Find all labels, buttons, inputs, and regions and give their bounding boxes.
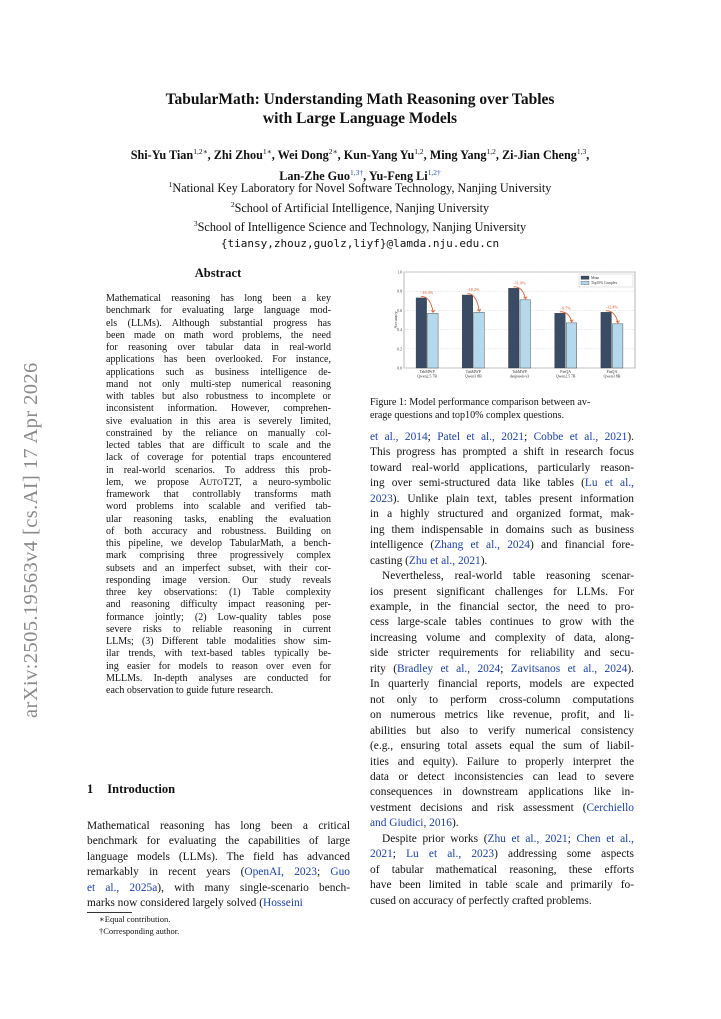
footnotes [99, 913, 179, 937]
abstract-line: applications has been overlooked. For instance, [106, 354, 331, 366]
bar-mean [416, 298, 427, 368]
abstract-line: sive evaluation in this area is severely limited, [106, 415, 331, 427]
section-title: Introduction [107, 782, 176, 796]
body-text-line: rity (Bradley et al., 2024; Zavitsanos et al., 2024). [370, 662, 634, 675]
affiliation-text: National Key Laboratory for Novel Software Technology, Nanjing University [172, 181, 552, 196]
figure-1-caption [370, 396, 634, 422]
abstract-line: ular reasoning tasks, enabling the evaluation [106, 513, 331, 525]
x-tick-label: Qwen3 8B [464, 374, 482, 379]
body-text-line: casting (Zhu et al., 2021). [370, 554, 488, 567]
abstract-line: word problems into scalable and verified tab- [106, 501, 331, 513]
abstract-line: lack of coverage for potential traps encountered [106, 452, 331, 464]
body-text-line: Mathematical reasoning has long been a critical [87, 820, 350, 832]
title-line-1: TabularMath: Understanding Math Reasoning over Tables [165, 91, 555, 108]
bar-top10 [612, 324, 623, 368]
abstract-line: MLLMs. In-depth analyses are conducted for [106, 672, 331, 684]
y-axis-label: Accuracy [393, 311, 398, 329]
body-text-line: toward real-world applications, particularly reason- [370, 461, 634, 474]
author-affil-marker: 1,3 [576, 147, 587, 156]
body-text-line: example, in the financial sector, the need to pro- [370, 600, 634, 613]
author-affil-marker: 2∗ [328, 147, 338, 156]
affiliation-text: School of Intelligence Science and Technology, Nanjing University [197, 220, 527, 235]
author-affil-marker[interactable]: 1,2† [427, 168, 441, 178]
body-text-line: side stricter requirements for reliability and secu- [370, 647, 634, 660]
abstract-line: applications such as business intelligence de- [106, 366, 331, 378]
x-tick-label: Qwen2.5 7B [555, 374, 576, 379]
x-tick-label: deepseek-v3 [509, 374, 530, 379]
affiliation-marker: 2 [230, 199, 235, 209]
legend-label: Top10% Complex [591, 281, 618, 286]
bar-chart [392, 268, 638, 386]
bar-top10 [566, 323, 577, 368]
body-text-line: ios present significant challenges for LLMs. For [370, 585, 634, 598]
abstract-line: Mathematical reasoning has long been a key [106, 293, 331, 304]
author-name: Wei Dong [277, 148, 329, 163]
author-name: Yu-Feng Li [368, 169, 428, 184]
abstract-line: with tables but also robustness to incomplete or [106, 391, 331, 402]
abstract-body [106, 293, 331, 697]
body-text-line: abilities but also to verify numerical consistency [370, 724, 634, 737]
x-tick-label: TabMWP [511, 370, 528, 374]
abstract-line: in real-world scenarios. To address this prob- [106, 464, 331, 476]
drop-annotation: -12.4% [605, 304, 619, 310]
intro-left-column [87, 819, 350, 912]
x-tick-label: TabMWP [419, 370, 435, 374]
y-tick-label: 0.2 [397, 347, 402, 352]
bar-top10 [520, 300, 531, 368]
author-name: Zi-Jian Cheng [502, 148, 577, 163]
author-affil-marker: 1,2∗ [193, 147, 208, 156]
x-tick-label: TabMWP [465, 370, 481, 374]
abstract-line: for reasoning over tabular data in real-world [106, 342, 331, 353]
abstract-line: lem, we propose AUTOT2T, a neuro-symbolic [106, 476, 331, 488]
legend-label: Mean [591, 276, 600, 280]
abstract-line: responding image version. Our study reveals [106, 574, 331, 586]
y-tick-label: 0.8 [397, 289, 402, 294]
affiliation-text: School of Artificial Intelligence, Nanjing University [234, 200, 490, 215]
author-affil-marker: 1∗ [262, 147, 272, 156]
affiliation-2 [60, 197, 660, 217]
x-tick-label: Qwen3 8B [603, 374, 621, 379]
body-text-line: language models (LLMs). The field has advanced [87, 850, 350, 863]
caption-line: Figure 1: Model performance comparison between av- [370, 397, 591, 408]
abstract-line: formance jointly; (2) Low-quality tables pose [106, 611, 331, 623]
body-text-line: ing over semi-structured data like tables (Lu et al., [370, 477, 634, 490]
abstract-line: and reasoning difficulty impact reasoning per- [106, 599, 331, 611]
bar-top10 [474, 312, 485, 368]
abstract-line: framework that controllably transforms math [106, 489, 331, 500]
arxiv-stamp-text: arXiv:2505.19563v4 [cs.AI] 17 Apr 2026 [20, 362, 42, 718]
abstract-line: severe risks to reliable reasoning in current [106, 623, 331, 635]
body-text-line: et al., 2014; Patel et al., 2021; Cobbe et al., 2021). [370, 431, 635, 443]
body-text-line: remarkably in recent years (OpenAI, 2023; Guo [87, 866, 351, 879]
abstract-heading: Abstract [194, 266, 242, 280]
body-text-line: 2021; Lu et al., 2023) addressing some aspects [370, 848, 634, 861]
body-text-line: consequences in downstream applications like in- [370, 786, 634, 799]
x-tick-label: FinQA [606, 370, 618, 374]
abstract-line: subsets and an imperfect subset, with their cor- [106, 562, 331, 574]
footnote-equal-contribution: ∗Equal contribution. [99, 914, 171, 924]
author-name: Lan-Zhe Guo [279, 169, 351, 184]
caption-line: erage questions and top10% complex questions. [370, 410, 564, 421]
y-tick-label: 1.0 [397, 270, 402, 275]
abstract-line: mand not only multi-step numerical reasoning [106, 378, 331, 390]
drop-annotation: -9.7% [560, 305, 571, 311]
body-text-line: vestment decisions and risk assessment (Cerchiello [370, 801, 634, 814]
footnote-corresponding-author: †Corresponding author. [99, 926, 180, 936]
abstract-line: lected tables that are difficult to scale and the [106, 440, 331, 451]
drop-annotation: -11.9% [513, 280, 526, 286]
author-affil-marker: 1,2 [414, 147, 424, 156]
body-text-line: marks now considered largely solved (Hosseini [87, 897, 303, 910]
abstract-line: LLMs; (3) Different table modalities show sim- [106, 636, 331, 647]
author-name: Zhi Zhou [213, 148, 263, 163]
affiliation-1 [60, 177, 660, 197]
bar-mean [462, 295, 473, 368]
abstract-line: ing easier for models to reason over even for [106, 660, 331, 672]
y-tick-label: 0.0 [397, 366, 402, 371]
body-text-line: ities and equity). Failure to properly interpret the [370, 755, 634, 768]
body-text-line: Nevertheless, real-world table reasoning scenar- [382, 570, 634, 583]
abstract-line: of both accuracy and robustness. Building on [106, 525, 331, 537]
intro-right-column [370, 430, 634, 909]
body-text-line: Despite prior works (Zhu et al., 2021; Chen et al., [382, 832, 634, 845]
body-text-line: This progress has prompted a shift in research focus [370, 446, 634, 459]
arxiv-stamp [16, 300, 48, 720]
body-text-line: benchmark for evaluating the capabilities of large [87, 835, 350, 848]
abstract-line: been made on math word problems, the need [106, 329, 331, 341]
abstract-line: els (LLMs). Although substantial progress has [106, 317, 331, 329]
body-text-line: in a highly structured and organized format, mak- [370, 508, 634, 521]
abstract-line: ilar trends, with text-based tables typically be- [106, 648, 331, 660]
body-text-line: of tabular mathematical reasoning, these efforts [370, 863, 634, 876]
body-text-line: data or detect inconsistencies can lead to severe [370, 770, 634, 783]
abstract-line: three key observations: (1) Table complexity [106, 587, 331, 598]
abstract-line: mark comprising three progressively complex [106, 550, 331, 562]
body-text-line: on numerous metrics like revenue, profit, and li- [370, 709, 634, 722]
section-number: 1 [87, 782, 94, 796]
body-text-line: intelligence (Zhang et al., 2024) and financial fore- [370, 539, 634, 552]
drop-annotation: -16.3% [420, 289, 434, 295]
author-emails: {tiansy,zhouz,guolz,liyf}@lamda.nju.edu.cn [220, 236, 500, 250]
y-tick-label: 0.4 [397, 328, 402, 333]
legend-swatch [581, 276, 589, 279]
title-line-2: with Large Language Models [262, 110, 458, 127]
affiliation-marker: 1 [168, 180, 173, 189]
y-tick-label: 0.6 [397, 308, 402, 313]
body-text-line: not only to perform cross-column computations [370, 693, 634, 706]
author-name: Kun-Yang Yu [343, 148, 415, 163]
drop-annotation: -18.2% [467, 287, 480, 293]
author-line-2: Lan-Zhe Guo$^{1,3\dagger}$, Yu-Feng $Li^{1,2\dagger}$ [279, 168, 441, 184]
body-text-line: In quarterly financial reports, models are expected [370, 678, 634, 691]
legend-swatch [581, 281, 589, 284]
body-text-line: (e.g., ensuring total assets equal the sum of liabil- [370, 740, 634, 753]
x-tick-label: Qwen2.5 7B [417, 374, 437, 379]
bar-mean [601, 312, 612, 368]
body-text-line: ing them indispensable in domains such as business [370, 523, 634, 536]
abstract-line: this pipeline, we develop TabularMath, a bench- [106, 538, 331, 549]
section-heading-introduction [87, 782, 175, 797]
figure-1-chart [392, 268, 638, 386]
abstract-line: each observation to guide future research. [106, 685, 274, 696]
abstract-line: inconsistent information. However, comprehen- [106, 403, 331, 415]
affiliation-3 [60, 216, 660, 236]
affiliation-marker: 3 [193, 219, 198, 229]
body-text-line: cused on accuracy of perfectly crafted problems. [370, 894, 592, 907]
bar-mean [509, 288, 520, 368]
body-text-line: have been limited in table scale and primarily fo- [370, 879, 634, 892]
body-text-line: 2023). Unlike plain text, tables present information [370, 492, 634, 505]
author-name: Shi-Yu Tian [130, 148, 194, 163]
paper-title [60, 90, 660, 128]
author-line-1: Shi-Yu Tian$^{1,2∗}$, Zhi Zhou$^{1∗}$, Wei Dong$^{2∗}$, Kun-Yang Yu$^{1,2}$, Ming Yang$^{1,2}$, Zi-Jian Cheng$^{1,3}$, [130, 147, 590, 163]
bar-mean [555, 313, 566, 368]
bar-top10 [428, 313, 439, 368]
body-text-line: et al., 2025a), with many single-scenario bench- [87, 881, 351, 894]
body-text-line: and Giudici, 2016). [370, 817, 459, 830]
author-affil-marker: 1,2 [486, 147, 496, 156]
body-text-line: cess large-scale tables continues to grow with the [370, 616, 634, 629]
body-text-line: increasing volume and complexity of data, along- [370, 631, 634, 644]
affiliations [60, 177, 660, 252]
x-tick-label: FinQA [560, 370, 572, 374]
author-affil-marker[interactable]: 1,3† [350, 168, 364, 178]
author-name: Ming Yang [429, 148, 487, 163]
abstract-line: constrained by the reliance on manually col- [106, 427, 331, 439]
abstract-line: benchmark for evaluating large language mod- [106, 305, 331, 317]
